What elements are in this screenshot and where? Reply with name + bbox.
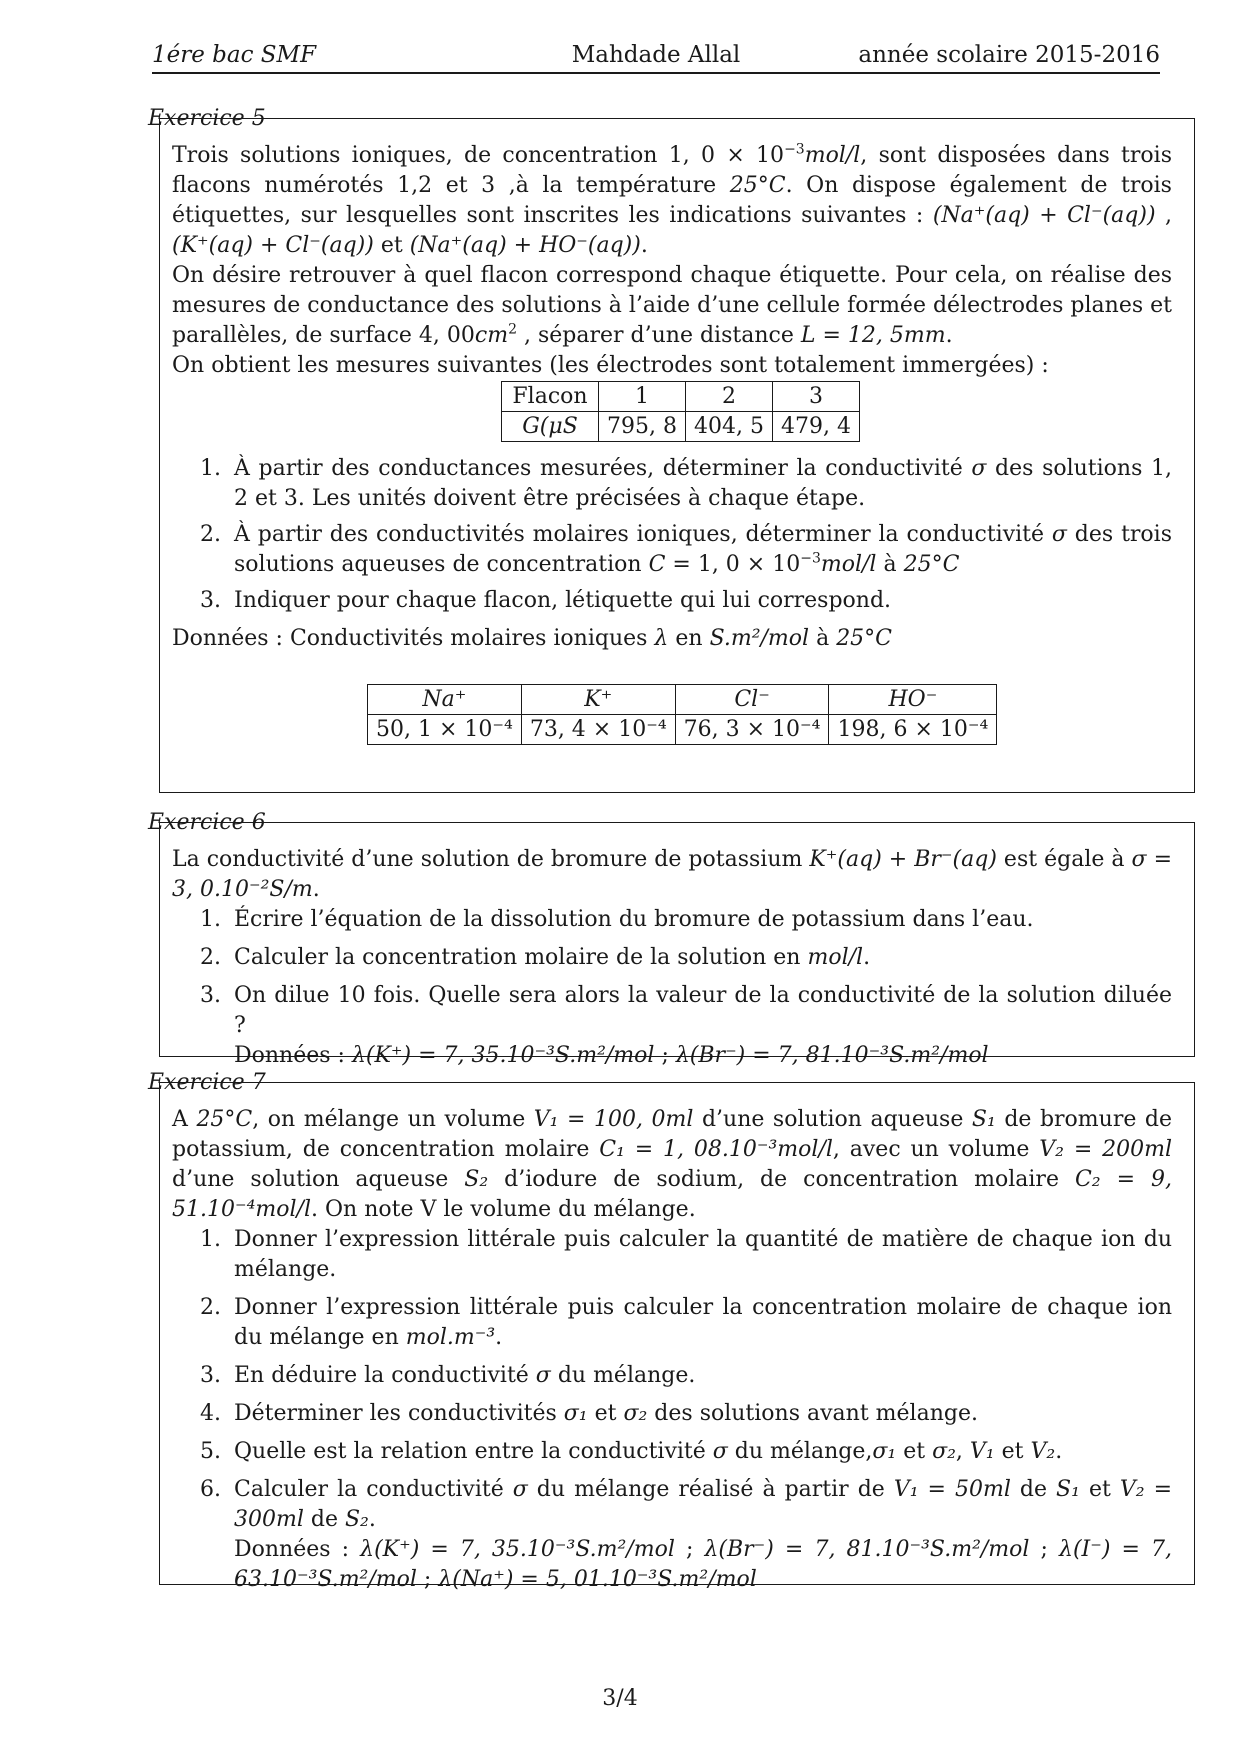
text: σ xyxy=(712,1439,728,1464)
text: V₂ xyxy=(1030,1439,1056,1464)
table-cell: 198, 6 × 10⁻⁴ xyxy=(829,715,997,745)
table-row xyxy=(502,382,860,412)
list-item xyxy=(172,586,1172,616)
text: et xyxy=(1079,1477,1120,1502)
list-item xyxy=(172,1225,1172,1285)
text: est égale à xyxy=(996,847,1132,872)
text: ; xyxy=(674,1537,705,1562)
text: C₁ = 1, 08.10⁻³mol/l xyxy=(599,1137,833,1162)
text: Données : xyxy=(234,1043,352,1068)
table-cell: 76, 3 × 10⁻⁴ xyxy=(675,715,829,745)
text: σ₂ xyxy=(623,1401,648,1426)
text: , on mélange un volume xyxy=(252,1107,534,1132)
list-item xyxy=(172,1399,1172,1429)
table-cell: 479, 4 xyxy=(772,412,859,442)
label-formula: (Na⁺(aq) + Cl⁻(aq)) xyxy=(932,203,1156,228)
text: S₁ xyxy=(1056,1477,1080,1502)
text: Calculer la conductivité xyxy=(234,1477,513,1502)
text: λ(K⁺) = 7, 35.10⁻³S.m²/mol xyxy=(351,1043,655,1068)
text: du mélange réalisé à partir de xyxy=(527,1477,894,1502)
text: σ₂ xyxy=(932,1439,956,1464)
text: Écrire l’équation de la dissolution du bromure de potassium dans l’eau. xyxy=(234,907,1034,932)
text: du mélange. xyxy=(550,1363,696,1388)
text: mol/l xyxy=(820,552,877,577)
text: λ(Br⁻) = 7, 81.10⁻³S.m²/mol xyxy=(704,1537,1030,1562)
text: . xyxy=(640,233,648,258)
item-number: 3. xyxy=(200,1363,221,1388)
item-number: 3. xyxy=(200,588,221,613)
text: σ = 3, 0.10⁻²S/m xyxy=(172,847,1172,902)
text: V₁ = 50ml xyxy=(893,1477,1011,1502)
item-number: 1. xyxy=(200,1227,221,1252)
text: Données : xyxy=(234,1537,361,1562)
header-year: année scolaire 2015-2016 xyxy=(858,42,1160,68)
text: ; xyxy=(654,1043,676,1068)
table-cell: Cl⁻ xyxy=(675,685,829,715)
text: Calculer la concentration molaire de la solution en xyxy=(234,945,808,970)
ex5-intro-3: On obtient les mesures suivantes (les électrodes sont totalement immergées) : xyxy=(172,353,1049,378)
list-item xyxy=(172,520,1172,580)
text: et xyxy=(373,233,410,258)
ex7-intro xyxy=(172,1105,1172,1225)
table-cell: G(μS xyxy=(502,412,599,442)
text: mol/l xyxy=(804,143,861,168)
ex5-intro-1 xyxy=(172,141,1172,261)
text: On dilue 10 fois. Quelle sera alors la valeur de la conductivité de la solution diluée ? xyxy=(234,983,1172,1038)
item-number: 5. xyxy=(200,1439,221,1464)
ex7-box xyxy=(159,1082,1195,1592)
list-item xyxy=(172,905,1172,935)
label-formula: (K⁺(aq) + Cl⁻(aq)) xyxy=(172,233,374,258)
text: La conductivité d’une solution de bromure de potassium xyxy=(172,847,810,872)
text: . xyxy=(312,877,320,902)
item-number: 2. xyxy=(200,522,221,547)
ex6-questions xyxy=(172,905,1172,1071)
text: de bromure de potassium, de concentration molaire xyxy=(172,1107,1173,1162)
text: K⁺(aq) + Br⁻(aq) xyxy=(809,847,997,872)
text: V₂ = 200ml xyxy=(1039,1137,1173,1162)
text: σ xyxy=(535,1363,551,1388)
text: λ(Br⁻) = 7, 81.10⁻³S.m²/mol xyxy=(675,1043,989,1068)
list-item xyxy=(172,981,1172,1071)
text: 25°C xyxy=(903,552,960,577)
text: des trois solutions aqueuses de concentration xyxy=(234,522,1172,577)
text: . On dispose également de trois étiquettes, sur lesquelles sont inscrites les indications suivantes : xyxy=(172,173,1172,228)
text: Donner l’expression littérale puis calculer la concentration molaire de chaque ion du mélange en xyxy=(234,1295,1172,1350)
text: de xyxy=(303,1507,345,1532)
item-number: 2. xyxy=(200,1295,221,1320)
text: et xyxy=(994,1439,1031,1464)
text: ; xyxy=(1029,1537,1060,1562)
text: = 1, 0 × 10 xyxy=(665,552,801,577)
text: des solutions avant mélange. xyxy=(647,1401,978,1426)
text: S.m²/mol xyxy=(709,626,810,651)
text: . xyxy=(368,1507,376,1532)
table-cell: Flacon xyxy=(502,382,599,412)
molar-conductivity-table xyxy=(367,684,997,745)
text: À partir des conductivités molaires ioniques, déterminer la conductivité xyxy=(234,522,1052,547)
ex7-questions xyxy=(172,1225,1172,1595)
text: d’une solution aqueuse xyxy=(172,1167,465,1192)
table-cell: 1 xyxy=(599,382,686,412)
list-item xyxy=(172,1475,1172,1595)
table-cell: K⁺ xyxy=(521,685,675,715)
page-number: 3/4 xyxy=(602,1686,638,1711)
text: . On note V le volume du mélange. xyxy=(311,1197,696,1222)
table-row xyxy=(368,685,997,715)
text: à xyxy=(809,626,837,651)
text: . xyxy=(863,945,871,970)
text: V₂ = 300ml xyxy=(234,1477,1172,1532)
text: L = 12, 5mm xyxy=(800,323,946,348)
ex6-title: Exercice 6 xyxy=(148,810,274,836)
text: σ xyxy=(512,1477,528,1502)
text: et xyxy=(587,1401,624,1426)
list-item xyxy=(172,943,1172,973)
text: σ₁ xyxy=(563,1401,588,1426)
text: 25°C xyxy=(836,626,893,651)
text: Indiquer pour chaque flacon, létiquette qui lui correspond. xyxy=(234,588,892,613)
text: A xyxy=(172,1107,197,1132)
item-number: 3. xyxy=(200,983,221,1008)
text: . xyxy=(945,323,953,348)
text: Trois solutions ioniques, de concentration 1, 0 × 10 xyxy=(172,143,785,168)
table-cell: 795, 8 xyxy=(599,412,686,442)
text: 25°C xyxy=(196,1107,253,1132)
text: , xyxy=(955,1439,970,1464)
text: des solutions 1, 2 et 3. Les unités doivent être précisées à chaque étape. xyxy=(234,456,1173,511)
table-cell: 73, 4 × 10⁻⁴ xyxy=(521,715,675,745)
text: Quelle est la relation entre la conductivité xyxy=(234,1439,713,1464)
text: λ(Na⁺) = 5, 01.10⁻³S.m²/mol xyxy=(438,1567,757,1592)
ex5-data xyxy=(172,624,1172,654)
text: Données : Conductivités molaires ioniques xyxy=(172,626,655,651)
text: d’iodure de sodium, de concentration molaire xyxy=(488,1167,1075,1192)
list-item xyxy=(172,1293,1172,1353)
item-number: 2. xyxy=(200,945,221,970)
ex7-title: Exercice 7 xyxy=(148,1070,274,1096)
text: , avec un volume xyxy=(832,1137,1040,1162)
text: cm xyxy=(474,323,509,348)
text: , xyxy=(1155,203,1172,228)
text: d’une solution aqueuse xyxy=(693,1107,972,1132)
table-cell: 404, 5 xyxy=(685,412,772,442)
text: −3 xyxy=(784,141,805,158)
text: à xyxy=(876,552,904,577)
text: du mélange, xyxy=(727,1439,873,1464)
text: 2 xyxy=(508,321,518,338)
table-cell: 50, 1 × 10⁻⁴ xyxy=(368,715,522,745)
text: λ(I⁻) = 7, 63.10⁻³S.m²/mol xyxy=(234,1537,1173,1592)
item-number: 1. xyxy=(200,907,221,932)
text: V₁ xyxy=(969,1439,995,1464)
text: λ xyxy=(654,626,669,651)
text: On désire retrouver à quel flacon correspond chaque étiquette. Pour cela, on réalise des mesures de conductance des solutions à l’aide d’une cellule formée délectrodes planes et parallèles, de surface 4, 00 xyxy=(172,263,1173,348)
text: en xyxy=(668,626,710,651)
table-cell: 3 xyxy=(772,382,859,412)
text: Donner l’expression littérale puis calculer la quantité de matière de chaque ion du mélange. xyxy=(234,1227,1172,1282)
text: S₁ xyxy=(971,1107,996,1132)
text: En déduire la conductivité xyxy=(234,1363,536,1388)
text: S₂ xyxy=(464,1167,489,1192)
text: ; xyxy=(416,1567,439,1592)
text: mol/l xyxy=(807,945,864,970)
table-cell: 2 xyxy=(685,382,772,412)
ex5-intro-2 xyxy=(172,261,1172,351)
text: . xyxy=(495,1325,503,1350)
conductance-table xyxy=(501,381,860,442)
table-cell: Na⁺ xyxy=(368,685,522,715)
text: Déterminer les conductivités xyxy=(234,1401,564,1426)
text: , séparer d’une distance xyxy=(517,323,801,348)
header-class: 1ére bac SMF xyxy=(152,42,317,68)
list-item xyxy=(172,1437,1172,1467)
header-author: Mahdade Allal xyxy=(571,42,741,68)
ex5-questions xyxy=(172,454,1172,616)
item-number: 1. xyxy=(200,456,221,481)
ex6-box xyxy=(159,822,1195,1068)
text: C₂ = 9, 51.10⁻⁴mol/l xyxy=(172,1167,1173,1222)
text: σ xyxy=(1051,522,1067,547)
text: , sont disposées dans trois flacons numérotés 1,2 et 3 ,à la température xyxy=(172,143,1172,198)
text: S₂ xyxy=(344,1507,369,1532)
text: À partir des conductances mesurées, déterminer la conductivité xyxy=(234,456,972,481)
text: . xyxy=(1055,1439,1063,1464)
item-number: 4. xyxy=(200,1401,221,1426)
text: de xyxy=(1010,1477,1057,1502)
text: 25°C xyxy=(729,173,786,198)
item-number: 6. xyxy=(200,1477,221,1502)
table-row xyxy=(502,412,860,442)
list-item xyxy=(172,1361,1172,1391)
text: λ(K⁺) = 7, 35.10⁻³S.m²/mol xyxy=(360,1537,675,1562)
text: σ xyxy=(971,456,987,481)
table-cell: HO⁻ xyxy=(829,685,997,715)
list-item xyxy=(172,454,1172,514)
ex6-intro xyxy=(172,845,1172,905)
text: V₁ = 100, 0ml xyxy=(533,1107,694,1132)
text: et xyxy=(896,1439,933,1464)
text: −3 xyxy=(800,550,821,567)
page-header xyxy=(152,38,1160,74)
table-row xyxy=(368,715,997,745)
label-formula: (Na⁺(aq) + HO⁻(aq)) xyxy=(409,233,641,258)
ex5-box xyxy=(159,118,1195,793)
text: mol.m⁻³ xyxy=(405,1325,496,1350)
text: C xyxy=(648,552,666,577)
text: σ₁ xyxy=(872,1439,897,1464)
ex5-title: Exercice 5 xyxy=(148,106,274,132)
